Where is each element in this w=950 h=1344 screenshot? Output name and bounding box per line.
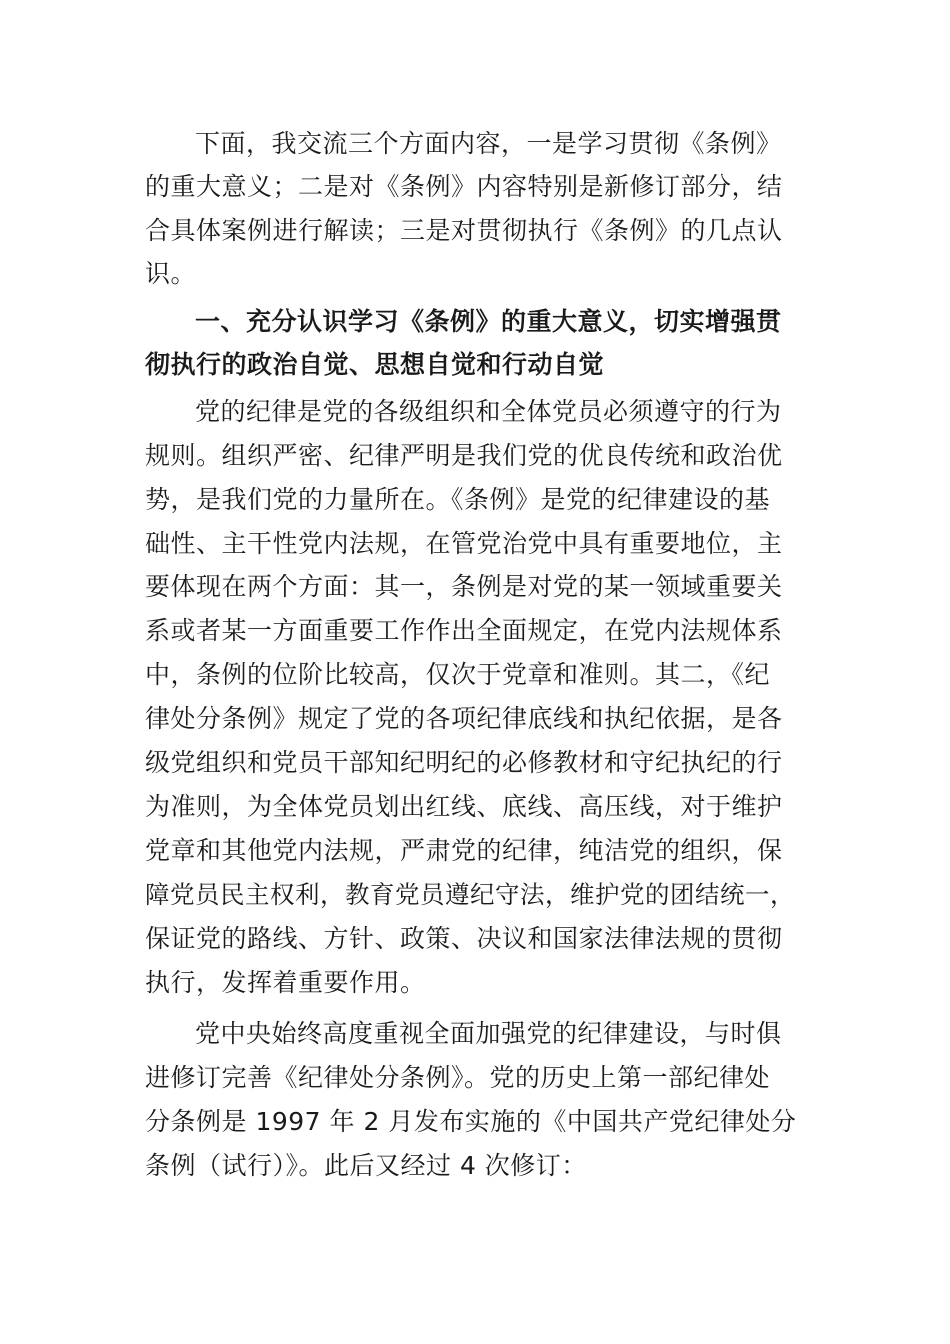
- para1-line-13: 保证党的路线、方针、政策、决议和国家法律法规的贯彻: [145, 924, 783, 953]
- section-heading-line-2: 彻执行的政治自觉、思想自觉和行动自觉: [145, 350, 605, 379]
- para1-line-4: 础性、主干性党内法规，在管党治党中具有重要地位，主: [145, 529, 783, 558]
- intro-line-3: 合具体案例进行解读；三是对贯彻执行《条例》的几点认: [145, 216, 783, 245]
- para1-line-5: 要体现在两个方面：其一，条例是对党的某一领域重要关: [145, 572, 783, 601]
- para1-line-3: 势，是我们党的力量所在。《条例》是党的纪律建设的基: [145, 485, 771, 514]
- para1-line-7: 中，条例的位阶比较高，仅次于党章和准则。其二，《纪: [145, 660, 771, 689]
- intro-line-2: 的重大意义；二是对《条例》内容特别是新修订部分，结: [145, 172, 783, 201]
- para2-line-1: 党中央始终高度重视全面加强党的纪律建设，与时俱: [195, 1019, 782, 1048]
- para1-line-14: 执行，发挥着重要作用。: [145, 968, 426, 997]
- para1-line-6: 系或者某一方面重要工作作出全面规定，在党内法规体系: [145, 616, 783, 645]
- para1-line-8: 律处分条例》规定了党的各项纪律底线和执纪依据，是各: [145, 704, 783, 733]
- para2-line-2: 进修订完善《纪律处分条例》。党的历史上第一部纪律处: [145, 1063, 771, 1092]
- para2-line-3: 分条例是 1997 年 2 月发布实施的《中国共产党纪律处分: [145, 1107, 797, 1136]
- para1-line-12: 障党员民主权利，教育党员遵纪守法，维护党的团结统一，: [145, 880, 795, 909]
- para1-line-2: 规则。组织严密、纪律严明是我们党的优良传统和政治优: [145, 441, 783, 470]
- para1-line-10: 为准则，为全体党员划出红线、底线、高压线，对于维护: [145, 792, 783, 821]
- para1-line-1: 党的纪律是党的各级组织和全体党员必须遵守的行为: [195, 397, 782, 426]
- section-heading-line-1: 一、充分认识学习《条例》的重大意义，切实增强贯: [195, 307, 782, 336]
- intro-line-4: 识。: [145, 259, 197, 288]
- para1-line-9: 级党组织和党员干部知纪明纪的必修教材和守纪执纪的行: [145, 748, 783, 777]
- intro-line-1: 下面，我交流三个方面内容，一是学习贯彻《条例》: [195, 129, 782, 158]
- para2-line-4: 条例（试行）》。此后又经过 4 次修订：: [145, 1151, 587, 1180]
- para1-line-11: 党章和其他党内法规，严肃党的纪律，纯洁党的组织，保: [145, 836, 783, 865]
